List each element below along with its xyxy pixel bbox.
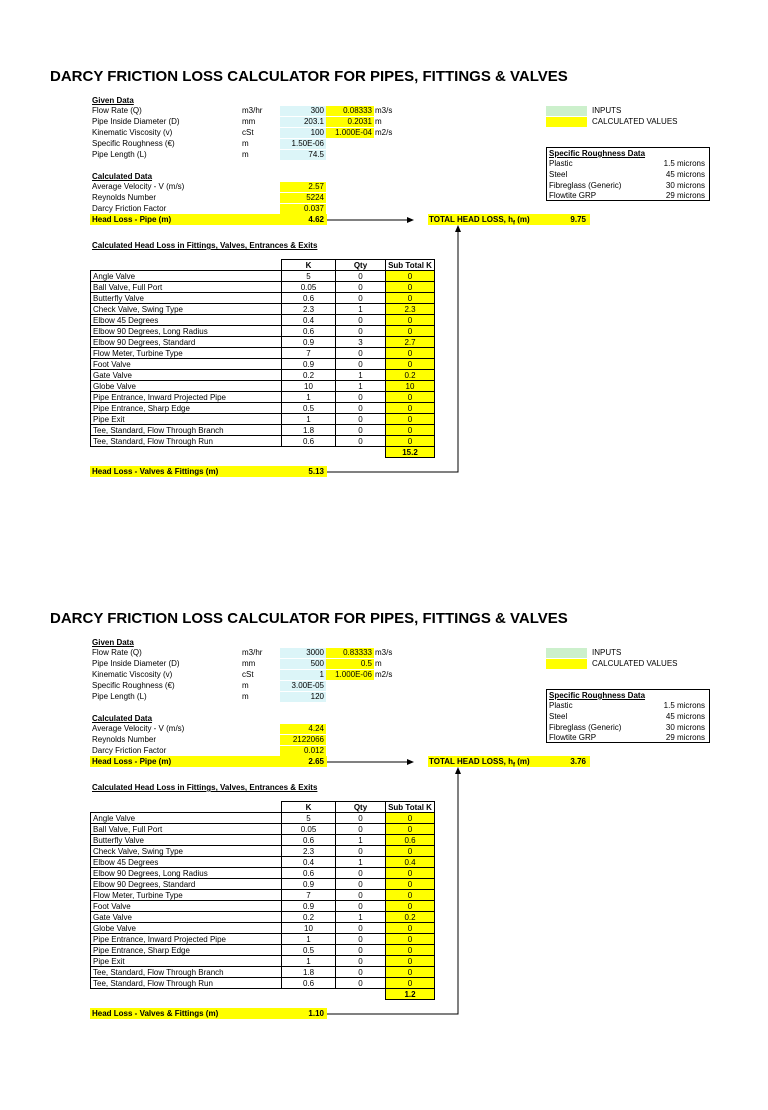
subtotal-value: 0: [386, 956, 435, 967]
fitting-name: Butterfly Valve: [91, 835, 282, 846]
subtotal-value: 0: [386, 326, 435, 337]
viscosity-input[interactable]: 100: [280, 128, 326, 138]
viscosity-unit: cSt: [242, 670, 254, 679]
qty-input[interactable]: 0: [336, 890, 386, 901]
subtotal-value: 0.6: [386, 835, 435, 846]
roughness-material: Fibreglass (Generic): [549, 181, 622, 190]
fittings-arrowhead: [455, 225, 461, 232]
roughness-unit: m: [242, 681, 249, 690]
given-data-heading: Given Data: [92, 96, 134, 105]
flow-rate-m3s-value: 0.83333: [326, 648, 374, 658]
flow-rate-label: Flow Rate (Q): [92, 648, 142, 657]
k-value: 7: [282, 348, 336, 359]
k-value: 0.5: [282, 945, 336, 956]
qty-column-header: Qty: [336, 260, 386, 271]
fitting-name: Tee, Standard, Flow Through Branch: [91, 967, 282, 978]
k-value: 5: [282, 271, 336, 282]
subtotal-value: 0: [386, 403, 435, 414]
connector-arrows: [0, 610, 768, 1030]
k-value: 0.05: [282, 282, 336, 293]
reynolds-label: Reynolds Number: [92, 735, 157, 744]
fitting-name: Globe Valve: [91, 923, 282, 934]
darcy-value: 0.037: [280, 204, 326, 214]
pipe-diameter-label: Pipe Inside Diameter (D): [92, 659, 180, 668]
subtotal-k-value: 1.2: [386, 989, 435, 1000]
fitting-name: Pipe Exit: [91, 414, 282, 425]
fitting-name: Flow Meter, Turbine Type: [91, 348, 282, 359]
m3s-unit: m3/s: [375, 648, 393, 657]
subtotal-value: 0: [386, 890, 435, 901]
subtotal-value: 0: [386, 359, 435, 370]
viscosity-m2s-value: 1.000E-06: [326, 670, 374, 680]
qty-input[interactable]: 0: [336, 934, 386, 945]
qty-input[interactable]: 0: [336, 978, 386, 989]
subtotal-value: 0: [386, 315, 435, 326]
reynolds-value: 5224: [280, 193, 326, 203]
qty-input[interactable]: 0: [336, 315, 386, 326]
subtotal-value: 2.7: [386, 337, 435, 348]
qty-input[interactable]: 0: [336, 271, 386, 282]
fitting-name: Ball Valve, Full Port: [91, 282, 282, 293]
roughness-reference-heading: Specific Roughness Data: [549, 149, 646, 158]
subtotal-value: 0: [386, 824, 435, 835]
qty-input[interactable]: 0: [336, 436, 386, 447]
viscosity-m2s-value: 1.000E-04: [326, 128, 374, 138]
total-head-loss-value: 9.75: [570, 215, 586, 224]
roughness-material: Plastic: [549, 701, 573, 710]
fitting-name: Butterfly Valve: [91, 293, 282, 304]
subtotal-value: 0: [386, 934, 435, 945]
qty-input[interactable]: 0: [336, 403, 386, 414]
darcy-label: Darcy Friction Factor: [92, 204, 167, 213]
length-unit: m: [242, 150, 249, 159]
subtotal-value: 0: [386, 813, 435, 824]
m-unit: m: [375, 117, 382, 126]
fitting-name: Foot Valve: [91, 359, 282, 370]
roughness-input[interactable]: 3.00E-05: [280, 681, 326, 691]
subtotal-k-value: 15.2: [386, 447, 435, 458]
k-column-header: K: [282, 802, 336, 813]
fitting-name: Tee, Standard, Flow Through Branch: [91, 425, 282, 436]
fittings-heading: Calculated Head Loss in Fittings, Valves, Entrances & Exits: [92, 783, 318, 792]
subtotal-value: 0: [386, 879, 435, 890]
m2s-unit: m2/s: [375, 128, 393, 137]
subtotal-column-header: Sub Total K: [386, 802, 435, 813]
qty-input[interactable]: 1: [336, 835, 386, 846]
subtotal-value: 0.2: [386, 370, 435, 381]
velocity-label: Average Velocity - V (m/s): [92, 724, 185, 733]
legend-input-label: INPUTS: [592, 106, 622, 115]
k-value: 0.9: [282, 879, 336, 890]
fitting-name: Ball Valve, Full Port: [91, 824, 282, 835]
fitting-name: Elbow 45 Degrees: [91, 857, 282, 868]
roughness-unit: m: [242, 139, 249, 148]
qty-input[interactable]: 0: [336, 414, 386, 425]
subtotal-value: 0: [386, 425, 435, 436]
velocity-label: Average Velocity - V (m/s): [92, 182, 185, 191]
page-title: DARCY FRICTION LOSS CALCULATOR FOR PIPES, FITTINGS & VALVES: [50, 68, 568, 85]
diameter-unit: mm: [242, 659, 256, 668]
qty-input[interactable]: 0: [336, 326, 386, 337]
pipe-arrowhead: [407, 217, 414, 223]
fitting-name: Angle Valve: [91, 271, 282, 282]
pipe-length-label: Pipe Length (L): [92, 692, 147, 701]
total-head-loss-label: TOTAL HEAD LOSS, $h_f$ (m): [429, 215, 530, 227]
flow-rate-input[interactable]: 300: [280, 106, 326, 116]
viscosity-input[interactable]: 1: [280, 670, 326, 680]
pipe-diameter-label: Pipe Inside Diameter (D): [92, 117, 180, 126]
velocity-value: 4.24: [280, 724, 326, 734]
qty-input[interactable]: 0: [336, 945, 386, 956]
k-value: 1: [282, 414, 336, 425]
k-value: 0.4: [282, 315, 336, 326]
pipe-diameter-input[interactable]: 203.1: [280, 117, 326, 127]
pipe-length-label: Pipe Length (L): [92, 150, 147, 159]
roughness-label: Specific Roughness (€): [92, 139, 175, 148]
qty-input[interactable]: 0: [336, 923, 386, 934]
fitting-name: Angle Valve: [91, 813, 282, 824]
subtotal-value: 0: [386, 436, 435, 447]
k-value: 5: [282, 813, 336, 824]
page-title: DARCY FRICTION LOSS CALCULATOR FOR PIPES, FITTINGS & VALVES: [50, 610, 568, 627]
fitting-name: Globe Valve: [91, 381, 282, 392]
qty-input[interactable]: 1: [336, 912, 386, 923]
fitting-name: Elbow 90 Degrees, Standard: [91, 337, 282, 348]
roughness-material: Steel: [549, 712, 568, 721]
pipe-diameter-input[interactable]: 500: [280, 659, 326, 669]
qty-input[interactable]: 0: [336, 392, 386, 403]
fitting-name: Pipe Entrance, Inward Projected Pipe: [91, 392, 282, 403]
qty-input[interactable]: 0: [336, 956, 386, 967]
subtotal-value: 2.3: [386, 304, 435, 315]
qty-input[interactable]: 3: [336, 337, 386, 348]
fittings-head-loss-label: Head Loss - Valves & Fittings (m): [92, 467, 219, 476]
qty-input[interactable]: 0: [336, 282, 386, 293]
total-head-loss-label: TOTAL HEAD LOSS, $h_f$ (m): [429, 757, 530, 769]
k-value: 1.8: [282, 425, 336, 436]
pipe-head-loss-label: Head Loss - Pipe (m): [92, 215, 172, 224]
connector-arrows: [0, 68, 768, 488]
m-unit: m: [375, 659, 382, 668]
qty-input[interactable]: 1: [336, 370, 386, 381]
roughness-value: 29 microns: [665, 733, 705, 742]
k-column-header: K: [282, 260, 336, 271]
fitting-name: Pipe Exit: [91, 956, 282, 967]
subtotal-value: 0: [386, 901, 435, 912]
k-value: 0.4: [282, 857, 336, 868]
roughness-value: 30 microns: [665, 723, 705, 732]
roughness-material: Flowtite GRP: [549, 733, 597, 742]
calculated-data-heading: Calculated Data: [92, 714, 153, 723]
subtotal-value: 0: [386, 945, 435, 956]
subtotal-value: 0.4: [386, 857, 435, 868]
k-value: 2.3: [282, 846, 336, 857]
fitting-name: Tee, Standard, Flow Through Run: [91, 978, 282, 989]
subtotal-value: 0: [386, 978, 435, 989]
roughness-input[interactable]: 1.50E-06: [280, 139, 326, 149]
roughness-value: 45 microns: [665, 170, 705, 179]
subtotal-value: 0.2: [386, 912, 435, 923]
k-value: 0.6: [282, 835, 336, 846]
k-value: 0.6: [282, 868, 336, 879]
k-value: 0.6: [282, 293, 336, 304]
flow-unit: m3/hr: [242, 648, 263, 657]
subtotal-value: 0: [386, 282, 435, 293]
legend-calculated-label: CALCULATED VALUES: [592, 117, 678, 126]
qty-input[interactable]: 1: [336, 381, 386, 392]
pipe-length-input[interactable]: 74.5: [280, 150, 326, 160]
subtotal-value: 0: [386, 293, 435, 304]
qty-input[interactable]: 0: [336, 359, 386, 370]
roughness-material: Steel: [549, 170, 568, 179]
k-value: 0.2: [282, 370, 336, 381]
velocity-value: 2.57: [280, 182, 326, 192]
roughness-value: 29 microns: [665, 191, 705, 200]
darcy-value: 0.012: [280, 746, 326, 756]
qty-input[interactable]: 0: [336, 348, 386, 359]
qty-input[interactable]: 0: [336, 879, 386, 890]
k-value: 0.9: [282, 337, 336, 348]
subtotal-column-header: Sub Total K: [386, 260, 435, 271]
pipe-length-input[interactable]: 120: [280, 692, 326, 702]
diameter-unit: mm: [242, 117, 256, 126]
k-value: 0.9: [282, 359, 336, 370]
calculator-sheet-1: [0, 68, 768, 568]
subtotal-value: 0: [386, 348, 435, 359]
reynolds-label: Reynolds Number: [92, 193, 157, 202]
fitting-name: Elbow 90 Degrees, Long Radius: [91, 868, 282, 879]
qty-input[interactable]: 0: [336, 846, 386, 857]
reynolds-value: 2122066: [280, 735, 326, 745]
fitting-name: Flow Meter, Turbine Type: [91, 890, 282, 901]
m3s-unit: m3/s: [375, 106, 393, 115]
fitting-name: Foot Valve: [91, 901, 282, 912]
subtotal-value: 0: [386, 414, 435, 425]
fitting-name: Pipe Entrance, Inward Projected Pipe: [91, 934, 282, 945]
k-value: 7: [282, 890, 336, 901]
viscosity-unit: cSt: [242, 128, 254, 137]
length-unit: m: [242, 692, 249, 701]
fittings-head-loss-label: Head Loss - Valves & Fittings (m): [92, 1009, 219, 1018]
pipe-head-loss-label: Head Loss - Pipe (m): [92, 757, 172, 766]
qty-column-header: Qty: [336, 802, 386, 813]
calculator-sheet-2: [0, 610, 768, 1110]
pipe-diameter-m-value: 0.5: [326, 659, 374, 669]
fittings-arrowhead: [455, 767, 461, 774]
k-value: 0.05: [282, 824, 336, 835]
fitting-name: Pipe Entrance, Sharp Edge: [91, 945, 282, 956]
fitting-name: Gate Valve: [91, 912, 282, 923]
subtotal-value: 0: [386, 967, 435, 978]
k-value: 10: [282, 923, 336, 934]
qty-input[interactable]: 0: [336, 293, 386, 304]
m2s-unit: m2/s: [375, 670, 393, 679]
k-value: 2.3: [282, 304, 336, 315]
qty-input[interactable]: 0: [336, 425, 386, 436]
k-value: 0.5: [282, 403, 336, 414]
qty-input[interactable]: 0: [336, 824, 386, 835]
fitting-name: Elbow 45 Degrees: [91, 315, 282, 326]
k-value: 0.6: [282, 978, 336, 989]
k-value: 1: [282, 934, 336, 945]
viscosity-label: Kinematic Viscosity (v): [92, 670, 173, 679]
roughness-label: Specific Roughness (€): [92, 681, 175, 690]
roughness-value: 45 microns: [665, 712, 705, 721]
subtotal-value: 0: [386, 923, 435, 934]
flow-rate-label: Flow Rate (Q): [92, 106, 142, 115]
roughness-material: Fibreglass (Generic): [549, 723, 622, 732]
fittings-head-loss-value: 1.10: [308, 1009, 324, 1018]
k-value: 1: [282, 392, 336, 403]
viscosity-label: Kinematic Viscosity (v): [92, 128, 173, 137]
k-value: 0.9: [282, 901, 336, 912]
roughness-value: 1.5 microns: [663, 701, 705, 710]
darcy-label: Darcy Friction Factor: [92, 746, 167, 755]
k-value: 0.6: [282, 326, 336, 337]
fittings-to-total-arrow: [327, 768, 458, 1014]
fittings-to-total-arrow: [327, 226, 458, 472]
subtotal-value: 10: [386, 381, 435, 392]
subtotal-value: 0: [386, 868, 435, 879]
k-value: 0.6: [282, 436, 336, 447]
legend-input-label: INPUTS: [592, 648, 622, 657]
roughness-material: Plastic: [549, 159, 573, 168]
fittings-heading: Calculated Head Loss in Fittings, Valves, Entrances & Exits: [92, 241, 318, 250]
fitting-name: Tee, Standard, Flow Through Run: [91, 436, 282, 447]
pipe-diameter-m-value: 0.2031: [326, 117, 374, 127]
fitting-name: Elbow 90 Degrees, Long Radius: [91, 326, 282, 337]
subtotal-value: 0: [386, 271, 435, 282]
roughness-value: 1.5 microns: [663, 159, 705, 168]
fitting-name: Elbow 90 Degrees, Standard: [91, 879, 282, 890]
roughness-value: 30 microns: [665, 181, 705, 190]
fitting-name: Check Valve, Swing Type: [91, 846, 282, 857]
pipe-head-loss-value: 4.62: [308, 215, 324, 224]
flow-unit: m3/hr: [242, 106, 263, 115]
pipe-arrowhead: [407, 759, 414, 765]
fitting-name: Gate Valve: [91, 370, 282, 381]
k-value: 10: [282, 381, 336, 392]
qty-input[interactable]: 0: [336, 967, 386, 978]
fitting-name: Pipe Entrance, Sharp Edge: [91, 403, 282, 414]
given-data-heading: Given Data: [92, 638, 134, 647]
flow-rate-m3s-value: 0.08333: [326, 106, 374, 116]
qty-input[interactable]: 0: [336, 868, 386, 879]
qty-input[interactable]: 1: [336, 304, 386, 315]
calculated-data-heading: Calculated Data: [92, 172, 153, 181]
subtotal-value: 0: [386, 846, 435, 857]
k-value: 0.2: [282, 912, 336, 923]
qty-input[interactable]: 0: [336, 813, 386, 824]
flow-rate-input[interactable]: 3000: [280, 648, 326, 658]
fitting-name: Check Valve, Swing Type: [91, 304, 282, 315]
roughness-reference-heading: Specific Roughness Data: [549, 691, 646, 700]
subtotal-value: 0: [386, 392, 435, 403]
total-head-loss-value: 3.76: [570, 757, 586, 766]
k-value: 1.8: [282, 967, 336, 978]
qty-input[interactable]: 0: [336, 901, 386, 912]
qty-input[interactable]: 1: [336, 857, 386, 868]
roughness-material: Flowtite GRP: [549, 191, 597, 200]
pipe-head-loss-value: 2.65: [308, 757, 324, 766]
fittings-head-loss-value: 5.13: [308, 467, 324, 476]
k-value: 1: [282, 956, 336, 967]
legend-calculated-label: CALCULATED VALUES: [592, 659, 678, 668]
